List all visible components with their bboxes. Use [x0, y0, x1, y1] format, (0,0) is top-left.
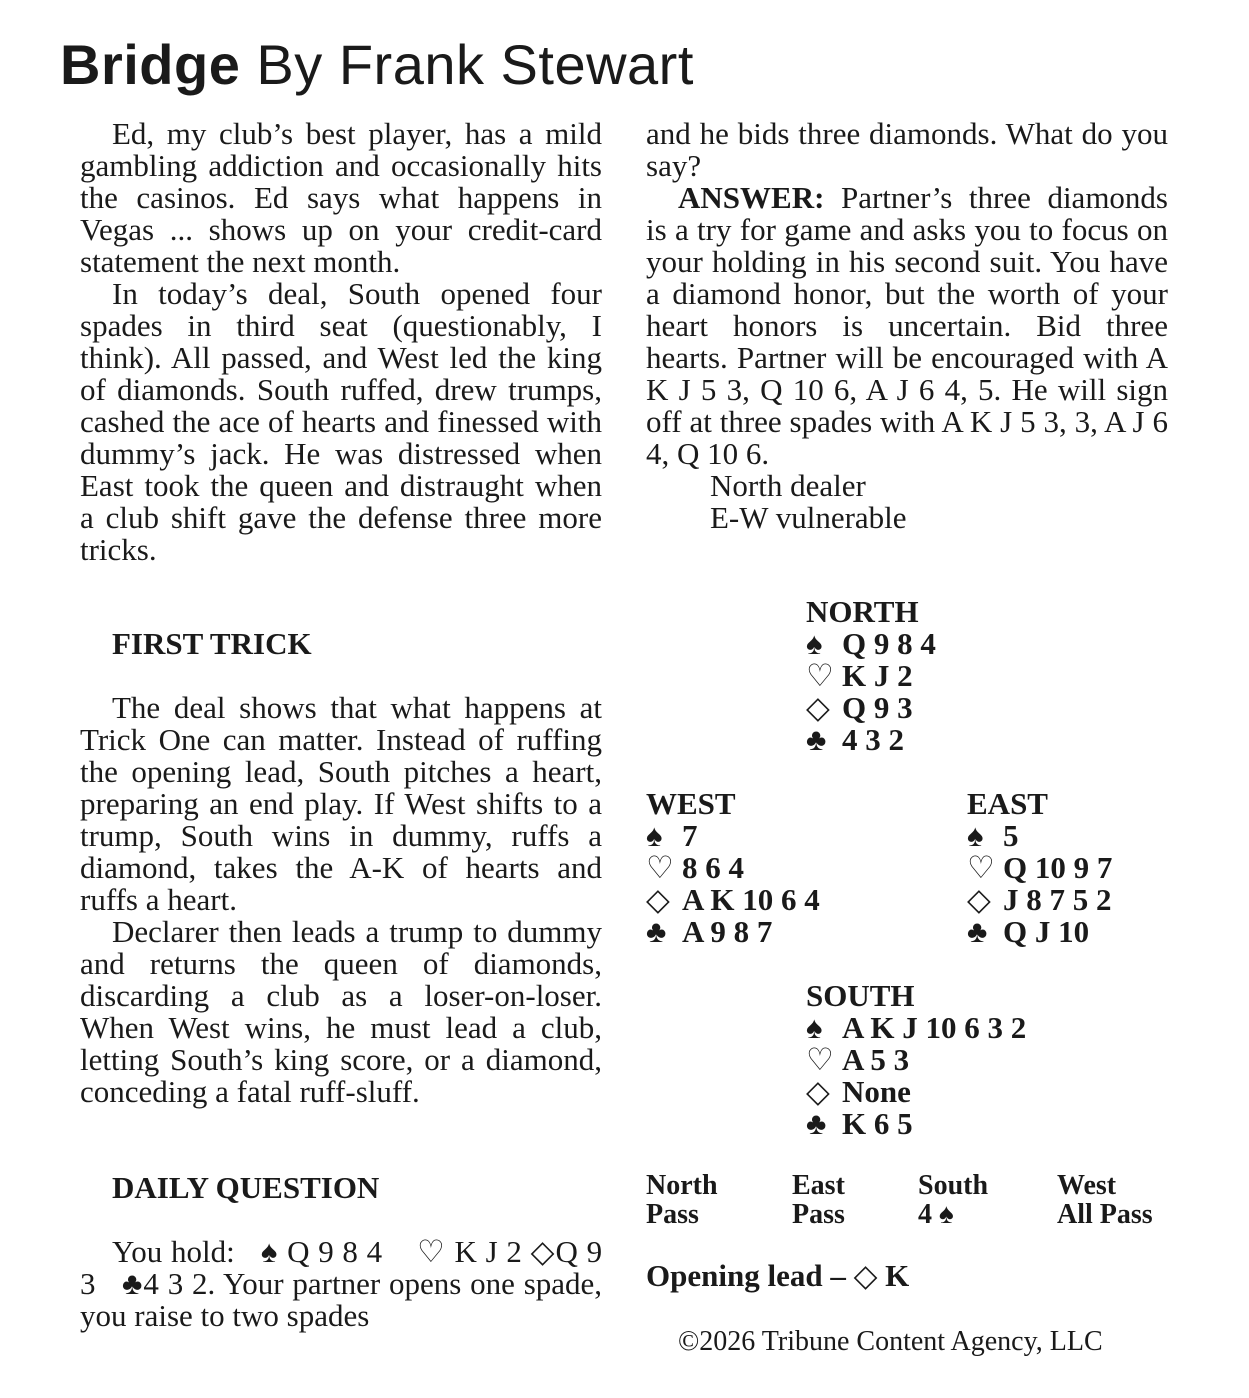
paragraph-question: You hold: ♠ Q 9 8 4 ♡ K J 2 ◇Q 9 3 ♣4 3 2. Your partner opens one spade, you raise to two spades — [80, 1234, 603, 1333]
hand-east — [967, 788, 1112, 948]
hand-east-label: EAST — [967, 786, 1048, 821]
diamond-icon: ◇ — [806, 690, 830, 725]
diamond-icon: ◇ — [530, 1234, 556, 1269]
answer-label: ANSWER: — [678, 180, 825, 215]
diamond-icon: ◇ — [967, 882, 991, 917]
dealer-info: North dealer — [710, 468, 866, 503]
opening-lead-label: Opening lead – — [646, 1258, 846, 1293]
hand-west-hearts: ♡ 8 6 4 — [646, 850, 744, 885]
heading-first-trick — [80, 628, 602, 660]
hand-north-label: NORTH — [806, 594, 919, 629]
bidding-header-north: North — [646, 1170, 718, 1201]
hand-west-label: WEST — [646, 786, 736, 821]
spade-icon: ♠ — [806, 626, 823, 661]
club-icon: ♣ — [806, 1106, 827, 1141]
hand-north-spades: ♠ Q 9 8 4 — [806, 626, 936, 661]
bidding-call-east: Pass — [792, 1199, 845, 1230]
bidding-header-west: West — [1057, 1170, 1117, 1201]
heading-daily-question-text: DAILY QUESTION — [112, 1170, 380, 1205]
paragraph-answer — [646, 182, 1168, 470]
heading-first-trick-text: FIRST TRICK — [112, 626, 312, 661]
hand-north — [806, 596, 936, 756]
bidding-south — [918, 1171, 988, 1229]
heart-icon: ♡ — [967, 850, 995, 885]
paragraph-declarer: Declarer then leads a trump to dummy and returns the queen of diamonds, discarding a club as a loser-on-loser. When West wins, he must lead a club, letting South’s king score, or a diamond, conceding a fatal ruff-sluff. — [80, 914, 602, 1109]
spade-icon: ♠ — [646, 818, 663, 853]
daily-question — [80, 1236, 602, 1332]
column-right — [646, 118, 1168, 534]
hand-north-hearts: ♡ K J 2 — [806, 658, 913, 693]
hand-east-clubs: ♣ Q J 10 — [967, 914, 1090, 949]
paragraph-deal: In today’s deal, South opened four spades in third seat (questionably, I think). All passed, and West led the king of diamonds. South ruffed, drew trumps, cashed the ace of hearts and finessed with dummy’s jack. He was distressed when East took the queen and distraught when a club shift gave the defense three more tricks. — [80, 276, 602, 567]
title-byline: By Frank Stewart — [256, 33, 694, 96]
heart-icon: ♡ — [806, 1042, 834, 1077]
hand-east-diamonds: ◇ J 8 7 5 2 — [967, 882, 1112, 917]
answer-text: Partner’s three diamonds is a try for game and asks you to focus on your holding in his second suit. You have a diamond honor, but the worth of your heart honors is uncertain. Bid three hearts. Partner will be encouraged with A K J 5 3, Q 10 6, A J 6 4, 5. He will sign off at three spades with A K J 5 3, 3, A J 6 4, Q 10 6. — [646, 180, 1168, 471]
hand-west-clubs: ♣ A 9 8 7 — [646, 914, 773, 949]
hand-east-spades: ♠ 5 — [967, 818, 1019, 853]
page-title — [60, 30, 694, 100]
bidding-east — [792, 1171, 845, 1229]
hand-north-diamonds: ◇ Q 9 3 — [806, 690, 913, 725]
hand-west-spades: ♠ 7 — [646, 818, 698, 853]
club-icon: ♣ — [646, 914, 667, 949]
club-icon: ♣ — [967, 914, 988, 949]
hand-north-clubs: ♣ 4 3 2 — [806, 722, 904, 757]
hand-south — [806, 980, 1026, 1140]
opening-lead-card: K — [885, 1258, 910, 1293]
bidding-header-east: East — [792, 1170, 845, 1201]
diamond-icon: ◇ — [853, 1258, 878, 1293]
spade-icon: ♠ — [260, 1234, 279, 1269]
bidding-west — [1057, 1171, 1153, 1229]
heart-icon: ♡ — [646, 850, 674, 885]
spade-icon: ♠ — [806, 1010, 823, 1045]
hand-south-clubs: ♣ K 6 5 — [806, 1106, 913, 1141]
copyright: ©2026 Tribune Content Agency, LLC — [678, 1326, 1103, 1357]
bidding-header-south: South — [918, 1170, 989, 1201]
hand-south-spades: ♠ A K J 10 6 3 2 — [806, 1010, 1027, 1045]
hand-west — [646, 788, 820, 948]
hand-south-label: SOUTH — [806, 978, 915, 1013]
bidding-call-south: 4 ♠ — [918, 1199, 954, 1230]
paragraph-continued: and he bids three diamonds. What do you say? — [646, 116, 1168, 183]
bidding-call-north: Pass — [646, 1199, 699, 1230]
title-bold: Bridge — [60, 33, 241, 96]
bidding-north — [646, 1171, 718, 1229]
heading-daily-question — [80, 1172, 602, 1204]
vulnerability-info: E-W vulnerable — [710, 500, 907, 535]
hand-south-diamonds: ◇ None — [806, 1074, 911, 1109]
club-icon: ♣ — [806, 722, 827, 757]
heart-icon: ♡ — [806, 658, 834, 693]
hand-east-hearts: ♡ Q 10 9 7 — [967, 850, 1113, 885]
spade-icon: ♠ — [967, 818, 984, 853]
column-left — [80, 118, 602, 566]
diamond-icon: ◇ — [806, 1074, 830, 1109]
column-left-lower — [80, 692, 602, 1108]
hand-west-diamonds: ◇ A K 10 6 4 — [646, 882, 820, 917]
paragraph-trick-one: The deal shows that what happens at Trick One can matter. Instead of ruffing the opening lead, South pitches a heart, preparing an end play. If West shifts to a trump, South wins in dummy, ruffs a diamond, takes the A-K of hearts and ruffs a heart. — [80, 690, 602, 917]
bidding-call-west: All Pass — [1057, 1199, 1153, 1230]
hand-south-hearts: ♡ A 5 3 — [806, 1042, 910, 1077]
heart-icon: ♡ — [417, 1234, 446, 1269]
club-icon: ♣ — [121, 1266, 144, 1301]
paragraph-intro: Ed, my club’s best player, has a mild gambling addiction and occasionally hits the casinos. Ed says what happens in Vegas ... shows up on your credit-card statement the next month. — [80, 116, 602, 279]
opening-lead — [646, 1258, 909, 1294]
diamond-icon: ◇ — [646, 882, 670, 917]
